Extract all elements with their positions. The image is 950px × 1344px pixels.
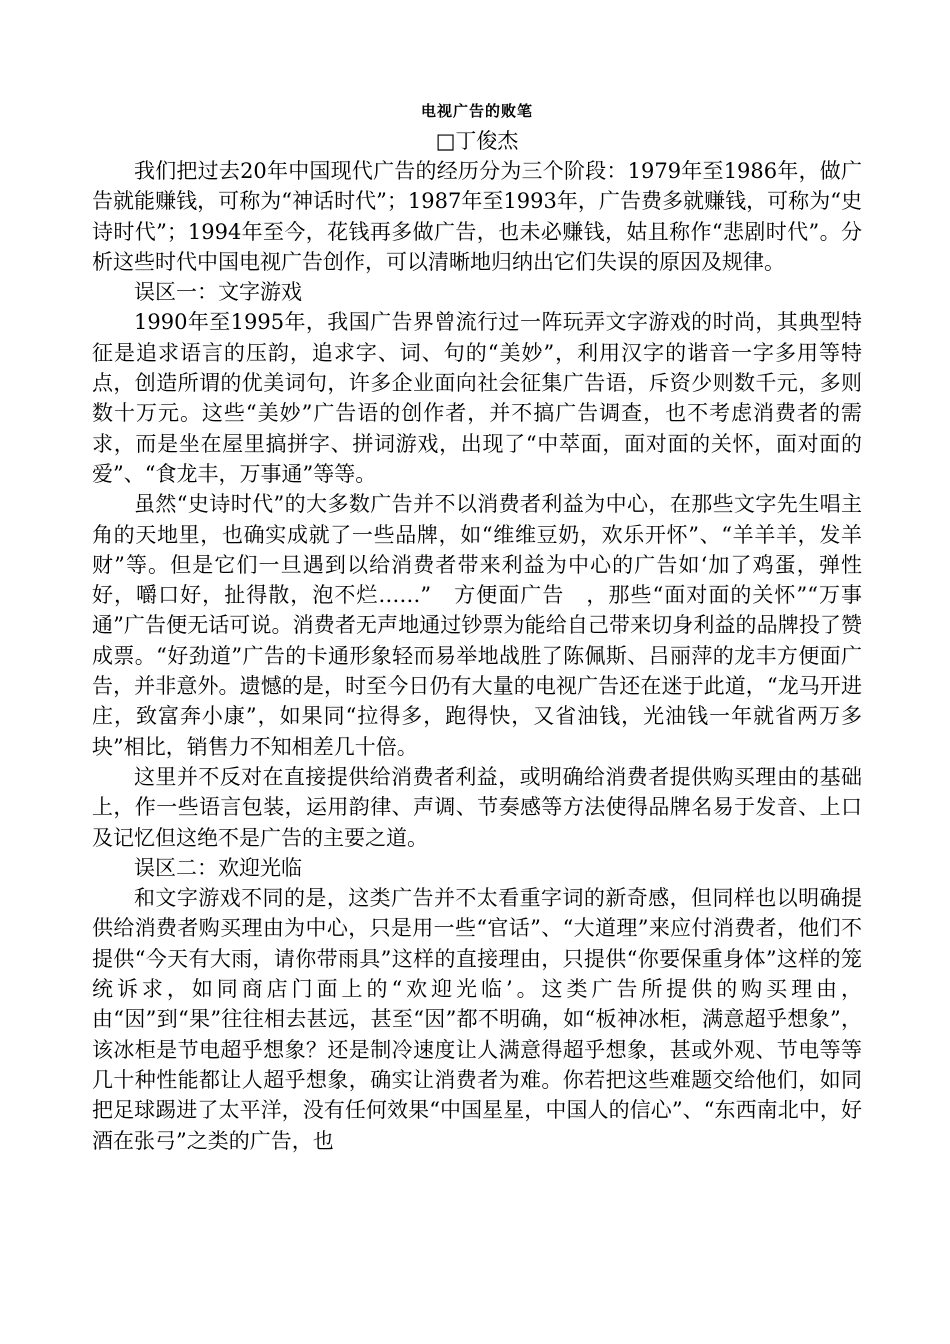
section-heading: 误区二：欢迎光临 <box>134 855 302 880</box>
body-paragraph: 虽然“史诗时代”的大多数广告并不以消费者利益为中心，在那些文字先生唱主角的天地里，也确实成就了一些品牌，如“维维豆奶，欢乐开怀”、“羊羊羊，发羊财”等。但是它们一旦遇到以给消费者带来利益为中心的广告如‘加了鸡蛋，弹性好，嚼口好，扯得散，泡不烂……” 方便面广告 ，那些“面对面的关怀”“万事通”广告便无话可说。消费者无声地通过钞票为能给自己带来切身利益的品牌投了赞成票。“好劲道”广告的卡通形象轻而易举地战胜了陈佩斯、吕丽萍的龙丰方便面广告，并非意外。遗憾的是，时至今日仍有大量的电视广告还在迷于此道，“龙马开进庄，致富奔小康”，如果同“拉得多，跑得快，又省油钱，光油钱一年就省两万多块”相比，销售力不知相差几十倍。 <box>92 492 862 759</box>
article-author: □丁俊杰 <box>435 129 519 153</box>
body-paragraph: 1990年至1995年，我国广告界曾流行过一阵玩弄文字游戏的时尚，其典型特征是追求语言的压韵，追求字、词、句的“美妙”，利用汉字的谐音一字多用等特点，创造所谓的优美词句，许多企业面向社会征集广告语，斥资少则数千元，多则数十万元。这些“美妙”广告语的创作者，并不搞广告调查，也不考虑消费者的需求，而是坐在屋里搞拼字、拼词游戏，出现了“中萃面，面对面的关怀，面对面的爱”、“食龙丰，万事通”等等。 <box>92 310 862 486</box>
body-paragraph: 我们把过去20年中国现代广告的经历分为三个阶段：1979年至1986年，做广告就能赚钱，可称为“神话时代”；1987年至1993年，广告费多就赚钱，可称为“史诗时代”；1994年至今，花钱再多做广告，也未必赚钱，姑且称作“悲剧时代”。分析这些时代中国电视广告创作，可以清晰地归纳出它们失误的原因及规律。 <box>92 159 862 274</box>
body-paragraph: 这里并不反对在直接提供给消费者利益，或明确给消费者提供购买理由的基础上，作一些语言包装，运用韵律、声调、节奏感等方法使得品牌名易于发音、上口及记忆但这绝不是广告的主要之道。 <box>92 764 862 850</box>
article-title: 电视广告的败笔 <box>420 102 533 120</box>
document-page <box>92 96 862 1156</box>
article-body <box>92 156 862 1156</box>
body-paragraph: 和文字游戏不同的是，这类广告并不太看重字词的新奇感，但同样也以明确提供给消费者购买理由为中心，只是用一些“官话”、“大道理”来应付消费者，他们不提供“今天有大雨，请你带雨具”这样的直接理由，只提供“你要保重身体”这样的笼统诉求，如同商店门面上的“欢迎光临’。这类广告所提供的购买理由，由“因”到“果”往往相去甚远，甚至“因”都不明确，如“板神冰柜，满意超乎想象”，该冰柜是节电超乎想象？还是制冷速度让人满意得超乎想象，甚或外观、节电等等几十种性能都让人超乎想象，确实让消费者为难。你若把这些难题交给他们，如同把足球踢进了太平洋，没有任何效果“中国星星，中国人的信心”、“东西南北中，好酒在张弓”之类的广告，也 <box>92 886 862 1153</box>
section-heading: 误区一：文字游戏 <box>134 280 302 305</box>
